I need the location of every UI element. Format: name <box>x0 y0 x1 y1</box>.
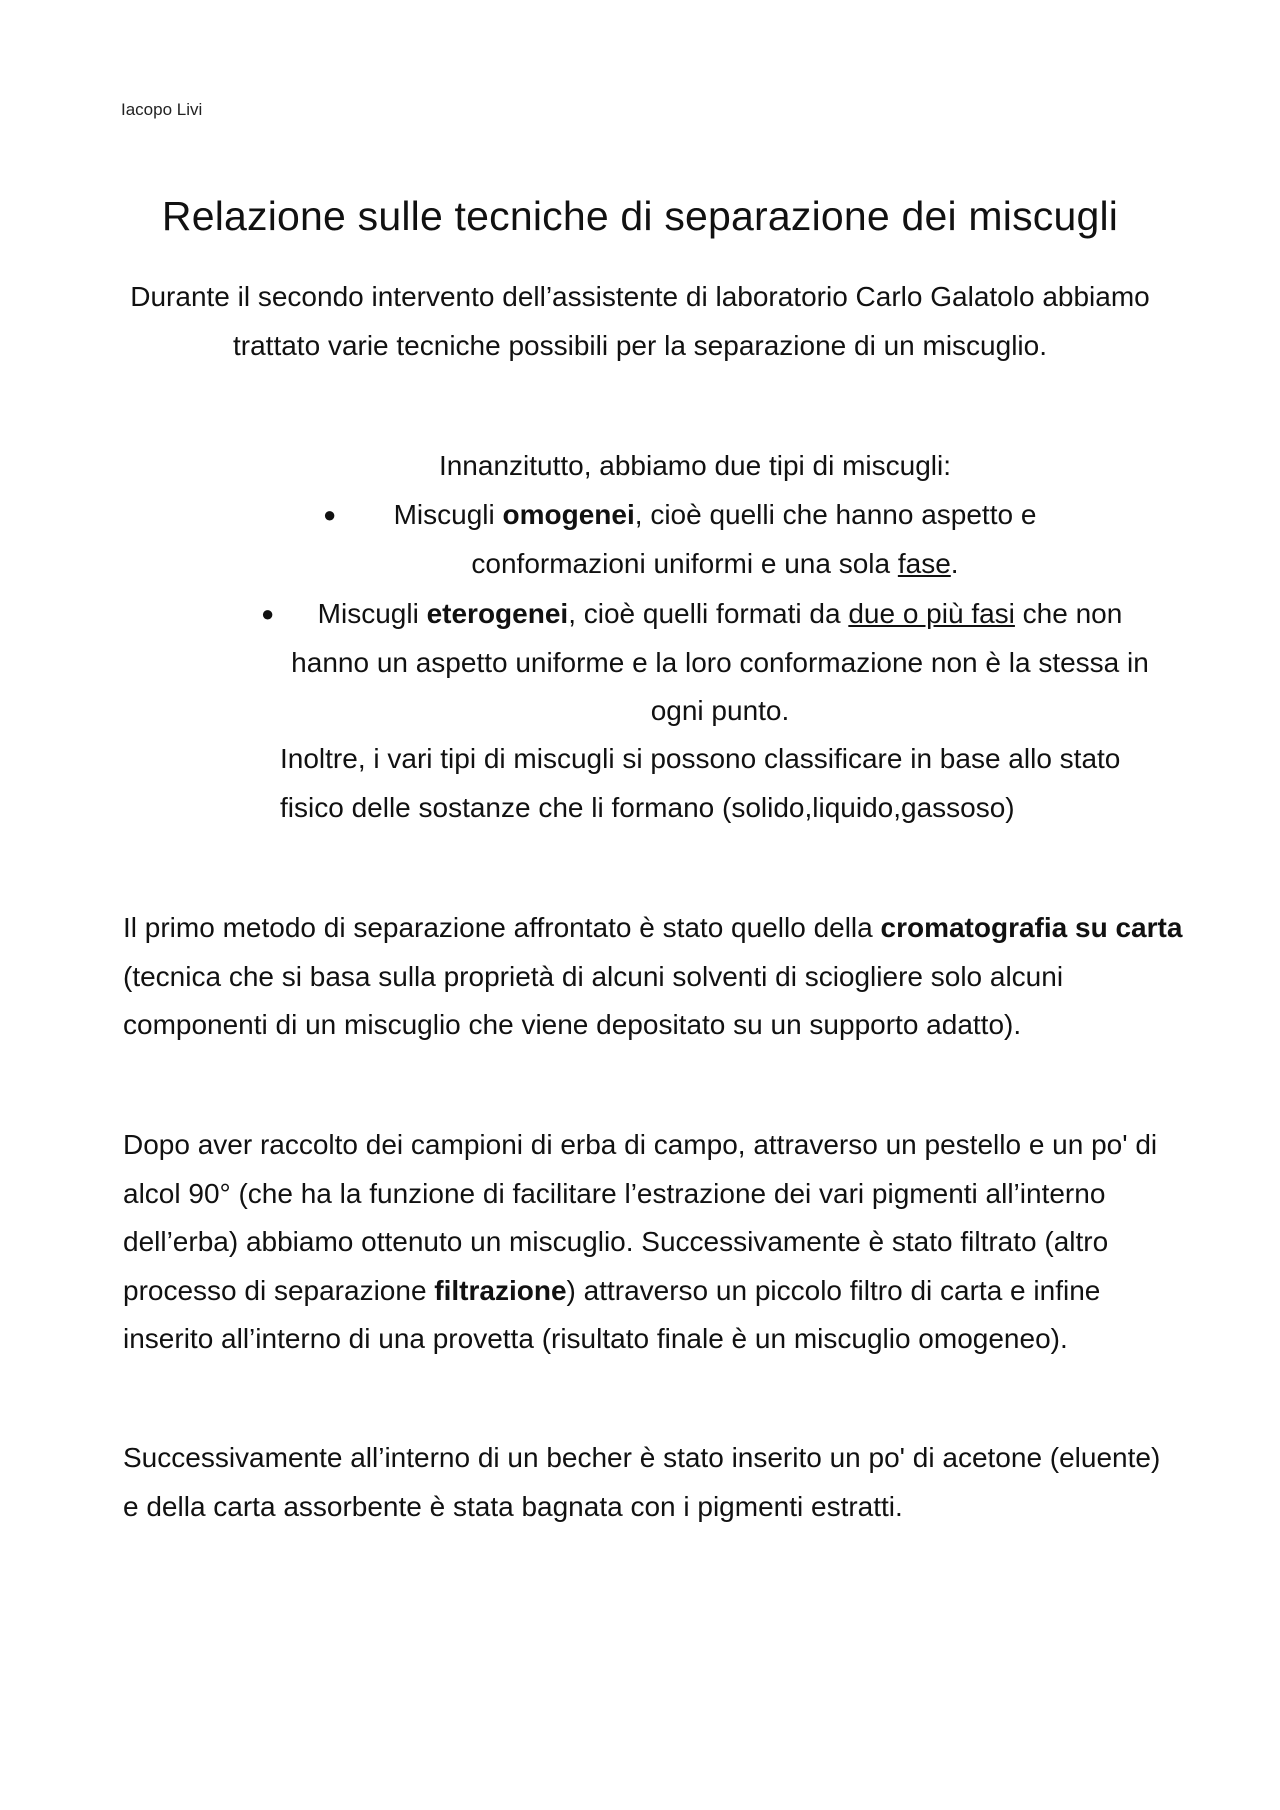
list-item-eterogenei: ● Miscugli eterogenei, cioè quelli formati da due o più fasi che non hanno un aspetto uniforme e la loro conformazione non è la stessa in ogni punto. <box>280 590 1160 736</box>
filtration-paragraph: Dopo aver raccolto dei campioni di erba di campo, attraverso un pestello e un po' di alcol 90° (che ha la funzione di facilitare l’estrazione dei vari pigmenti all’interno dell’erba) abbiamo ottenuto un miscuglio. Successivamente è stato filtrato (altro processo di separazione filtrazione) attraverso un piccolo filtro di carta e infine inserito all’interno di una provetta (risultato finale è un miscuglio omogeneo). <box>123 1129 1158 1354</box>
list-item-omogenei: ● Miscugli omogenei, cioè quelli che hanno aspetto e conformazioni uniformi e una sola fase. <box>355 491 1075 588</box>
document-title: Relazione sulle tecniche di separazione dei miscugli <box>161 193 1119 239</box>
term-cromatografia: cromatografia su carta <box>880 912 1183 943</box>
term-eterogenei: eterogenei <box>426 598 569 629</box>
mixture-types-intro: Innanzitutto, abbiamo due tipi di miscugli: <box>438 450 952 481</box>
bullet-icon: ● <box>323 502 337 527</box>
intro-paragraph: Durante il secondo intervento dell’assistente di laboratorio Carlo Galatolo abbiamo trattato varie tecniche possibili per la separazione di un miscuglio. <box>130 281 1150 361</box>
classification-paragraph: Inoltre, i vari tipi di miscugli si possono classificare in base allo stato fisico delle sostanze che li formano (solido,liquido,gassoso) <box>280 743 1121 823</box>
bullet-icon: ● <box>261 601 275 626</box>
term-filtrazione: filtrazione <box>434 1274 567 1306</box>
term-piu-fasi: due o più fasi <box>848 598 1015 629</box>
term-fase: fase <box>897 547 951 579</box>
author-name: Iacopo Livi <box>121 100 203 119</box>
term-omogenei: omogenei <box>502 499 635 530</box>
becher-paragraph: Successivamente all’interno di un becher è stato inserito un po' di acetone (eluente) e della carta assorbente è stata bagnata con i pigmenti estratti. <box>123 1442 1161 1522</box>
chromatography-paragraph: Il primo metodo di separazione affrontato è stato quello della cromatografia su carta (tecnica che si basa sulla proprietà di alcuni solventi di sciogliere solo alcuni componenti di un miscuglio che viene depositato su un supporto adatto). <box>123 912 1183 1040</box>
